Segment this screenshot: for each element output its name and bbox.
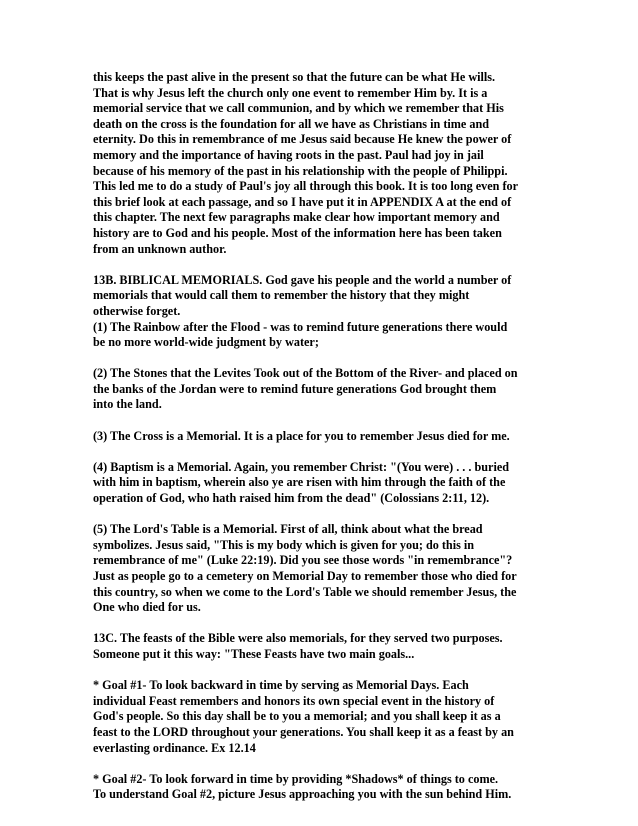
text-line: this chapter. The next few paragraphs make clear how important memory and [93,210,500,225]
text-line: this keeps the past alive in the present so that the future can be what He wills. [93,70,496,84]
text-line: everlasting ordinance. Ex 12.14 [93,740,256,755]
text-line: This led me to do a study of Paul's joy all through this book. It is too long even for [93,179,519,194]
text-line: the banks of the Jordan were to remind future generations God brought them [93,381,497,396]
text-line: * Goal #1- To look backward in time by serving as Memorial Days. Each [93,678,469,693]
text-line: feast to the LORD throughout your generations. You shall keep it as a feast by an [93,724,514,739]
text-line: (3) The Cross is a Memorial. It is a place for you to remember Jesus died for me. [93,428,510,443]
text-line: One who died for us. [93,600,201,615]
paragraph [93,320,553,351]
text-line: memory and the importance of having roots in the past. Paul had joy in jail [93,147,484,162]
paragraph [93,460,553,507]
text-line: be no more world-wide judgment by water; [93,335,319,350]
text-line: memorial service that we call communion, and by which we remember that His [93,101,504,116]
text-line: God's people. So this day shall be to you a memorial; and you shall keep it as a [93,709,501,724]
text-line: this country, so when we come to the Lord's Table we should remember Jesus, the [93,584,517,599]
paragraph [93,772,553,803]
text-line: That is why Jesus left the church only one event to remember Him by. It is a [93,85,488,100]
text-line: To understand Goal #2, picture Jesus approaching you with the sun behind Him. [93,787,512,802]
text-line: * Goal #2- To look forward in time by providing *Shadows* of things to come. [93,771,499,786]
paragraph [93,522,553,616]
text-line: 13C. The feasts of the Bible were also memorials, for they served two purposes. [93,631,503,646]
text-line: 13B. BIBLICAL MEMORIALS. God gave his people and the world a number of [93,272,512,287]
text-line: (1) The Rainbow after the Flood - was to remind future generations there would [93,319,508,334]
text-line: into the land. [93,397,162,412]
text-line: from an unknown author. [93,241,227,256]
text-line: (5) The Lord's Table is a Memorial. First of all, think about what the bread [93,522,483,537]
text-line: eternity. Do this in remembrance of me Jesus said because He knew the power of [93,132,512,147]
text-line: death on the cross is the foundation for all we have as Christians in time and [93,116,490,131]
text-line: otherwise forget. [93,303,181,318]
text-line: (4) Baptism is a Memorial. Again, you remember Christ: "(You were) . . . buried [93,459,510,474]
text-line: operation of God, who hath raised him from the dead" (Colossians 2:11, 12). [93,491,490,506]
text-line: with him in baptism, wherein also ye are risen with him through the faith of the [93,475,506,490]
paragraph [93,273,553,320]
text-line: because of his memory of the past in his relationship with the people of Philippi. [93,163,508,178]
text-line: individual Feast remembers and honors its own special event in the history of [93,693,495,708]
document-body [93,70,553,819]
paragraph [93,678,553,756]
paragraph [93,366,553,413]
text-line: this brief look at each passage, and so I have put it in APPENDIX A at the end of [93,194,512,209]
text-line: memorials that would call them to remember the history that they might [93,288,470,303]
text-line: Someone put it this way: "These Feasts have two main goals... [93,646,415,661]
paragraph [93,70,553,257]
text-line: symbolizes. Jesus said, "This is my body which is given for you; do this in [93,537,475,552]
text-line: history are to God and his people. Most of the information here has been taken [93,225,502,240]
text-line: Just as people go to a cemetery on Memorial Day to remember those who died for [93,569,517,583]
text-line: remembrance of me" (Luke 22:19). Did you see those words "in remembrance"? [93,553,513,568]
paragraph [93,429,553,445]
paragraph [93,631,553,662]
text-line: (2) The Stones that the Levites Took out of the Bottom of the River- and placed on [93,366,518,381]
